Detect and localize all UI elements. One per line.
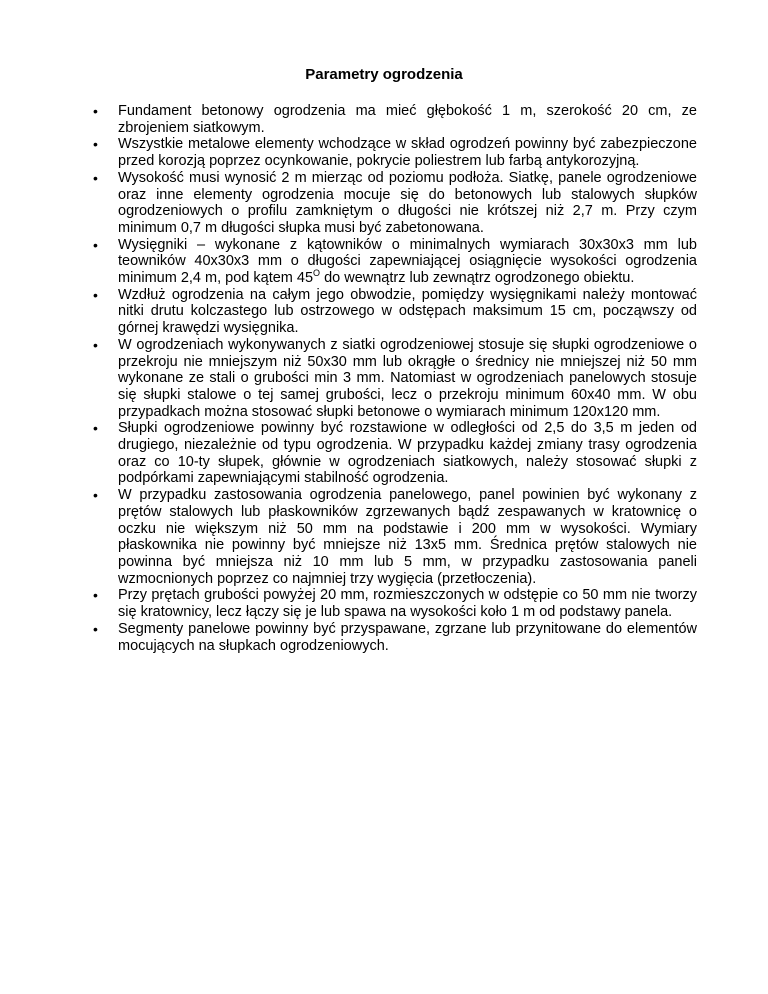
list-item-text: Wysokość musi wynosić 2 m mierząc od poziomu podłoża. Siatkę, panele ogrodzeniowe oraz inne elementy ogrodzenia mocuje się do betonowych lub stalowych słupków ogrodzeniowych o profilu zamkniętym o długości nie krótszej niż 2,7 m. Przy czym minimum 0,7 m długości słupka musi być zabetonowana. (118, 169, 697, 236)
list-item-text: Przy prętach grubości powyżej 20 mm, rozmieszczonych w odstępie co 50 mm nie tworzy się kratownicy, lecz łączy się je lub spawa na wysokości koło 1 m od podstawy panela. (118, 587, 697, 621)
bullet-icon: • (93, 103, 98, 119)
list-item-text: Wzdłuż ogrodzenia na całym jego obwodzie, pomiędzy wysięgnikami należy montować nitki drutu kolczastego lub ostrzowego w odstępach maksimum 15 cm, począwszy od górnej krawędzi wysięgnika. (118, 286, 697, 337)
list-item-text: Fundament betonowy ogrodzenia ma mieć głębokość 1 m, szerokość 20 cm, ze zbrojeniem siatkowym. (118, 103, 697, 136)
list-item-text: Wysięgniki – wykonane z kątowników o minimalnych wymiarach 30x30x3 mm lub teowników 40x30x3 mm o długości zapewniającej osiągnięcie wysokości ogrodzenia minimum 2,4 m, pod kątem 45 (118, 236, 697, 287)
list-item-text: Słupki ogrodzeniowe powinny być rozstawione w odległości od 2,5 do 3,5 m jeden od drugiego, niezależnie od typu ogrodzenia. W przypadku każdej zmiany trasy ogrodzenia oraz co 10-ty słupek, głównie w ogrodzeniach siatkowych, należy stosować słupki z podpórkami zapewniającymi stabilność ogrodzenia. (118, 420, 697, 487)
list-item (93, 337, 697, 421)
bullet-icon: • (93, 420, 98, 437)
bullet-icon: • (93, 620, 98, 637)
list-item (93, 587, 697, 620)
list-item (93, 237, 697, 287)
list-item-text: W przypadku zastosowania ogrodzenia panelowego, panel powinien być wykonany z prętów stalowych lub płaskowników zgrzewanych bądź zespawanych w kratownicę o oczku nie większym niż 50 mm na podstawie i 200 mm w wysokości. Wymiary płaskownika nie powinny być mniejsze niż 13x5 mm. Średnica prętów stalowych nie powinna być mniejsza niż 10 mm lub 5 mm, w przypadku zastosowania paneli wzmocnionych poprzez co najmniej trzy wygięcia (przetłoczenia). (118, 487, 697, 587)
list-item (93, 287, 697, 337)
page-title: Parametry ogrodzenia (305, 66, 463, 83)
bullet-icon: • (93, 236, 98, 253)
list-item (93, 136, 697, 169)
bullet-icon: • (93, 587, 98, 604)
list-item-text: W ogrodzeniach wykonywanych z siatki ogrodzeniowej stosuje się słupki ogrodzeniowe o przekroju nie mniejszym niż 50x30 mm lub okrągłe o średnicy nie mniejszej niż 50 mm wykonane ze stali o grubości min 3 mm. Natomiast w ogrodzeniach panelowych stosuje się słupki stalowe o tej samej grubości, lecz o przekroju minimum 60x40 mm. W obu przypadkach można stosować słupki betonowe o wymiarach minimum 120x120 mm. (118, 336, 697, 420)
bullet-icon: • (93, 169, 98, 186)
bullet-icon: • (93, 487, 98, 504)
list-item (93, 170, 697, 237)
list-item (93, 487, 697, 587)
list-item (93, 621, 697, 654)
list-item-text: Wszystkie metalowe elementy wchodzące w skład ogrodzeń powinny być zabezpieczone przed korozją poprzez ocynkowanie, pokrycie poliestrem lub farbą antykorozyjną. (118, 136, 697, 170)
list-item (93, 420, 697, 487)
bullet-icon: • (93, 336, 98, 353)
list-item (93, 103, 697, 136)
list-item-text: Segmenty panelowe powinny być przyspawane, zgrzane lub przynitowane do elementów mocujących na słupkach ogrodzeniowych. (118, 620, 697, 654)
bullet-icon: • (93, 286, 98, 303)
bullet-icon: • (93, 136, 98, 153)
parameters-list (93, 103, 697, 654)
degree-superscript: O (313, 268, 321, 279)
list-item-text-continued: do wewnątrz lub zewnątrz ogrodzonego obiektu. (320, 270, 635, 287)
